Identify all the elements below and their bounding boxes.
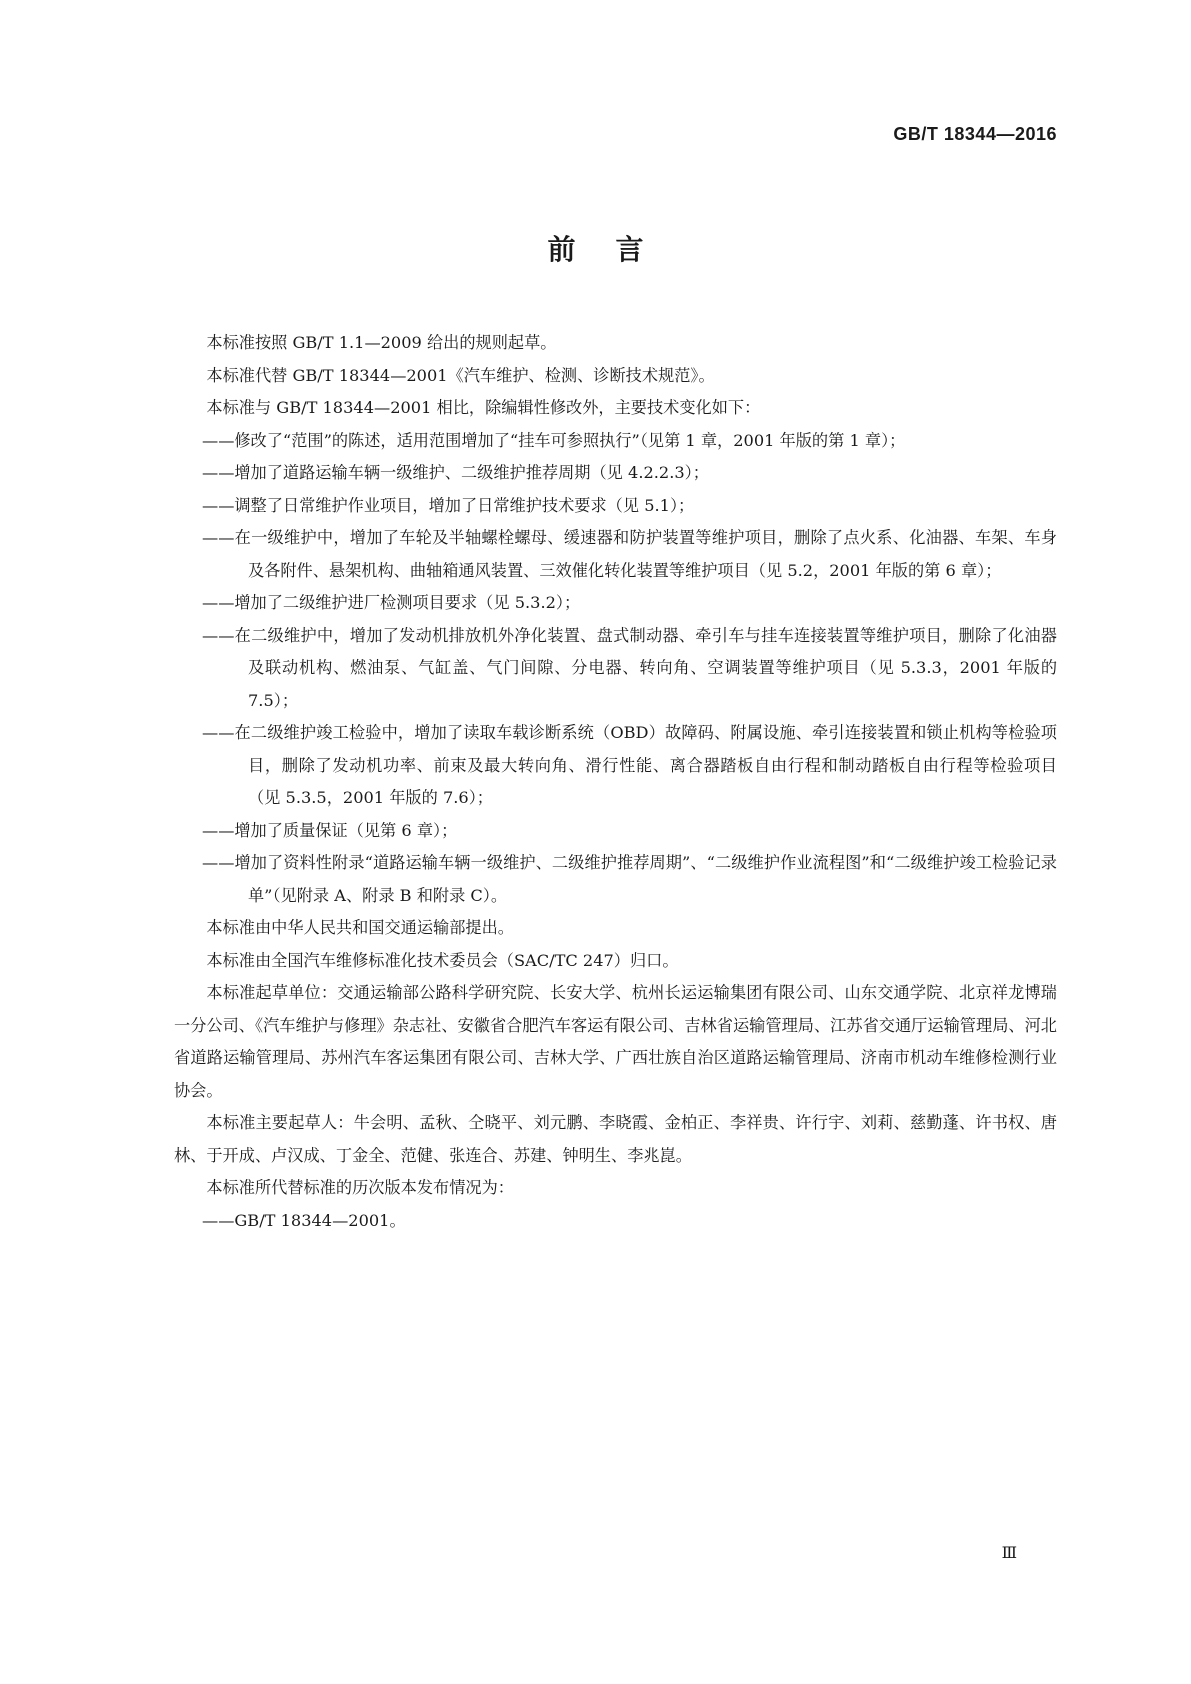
change-item: ——在二级维护中，增加了发动机排放机外净化装置、盘式制动器、牵引车与挂车连接装置等维护项目，删除了化油器及联动机构、燃油泵、气缸盖、气门间隙、分电器、转向角、空调装置等维护项目（见 5.3.3，2001 年版的 7.5）； bbox=[202, 625, 1057, 710]
change-item-wrap bbox=[174, 425, 1057, 913]
drafting-units-paragraph: 本标准起草单位：交通运输部公路科学研究院、长安大学、杭州长运运输集团有限公司、山东交通学院、北京祥龙博瑞一分公司、《汽车维护与修理》杂志社、安徽省合肥汽车客运有限公司、吉林省运输管理局、江苏省交通厅运输管理局、河北省道路运输管理局、苏州汽车客运集团有限公司、吉林大学、广西壮族自治区道路运输管理局、济南市机动车维修检测行业协会。 bbox=[174, 983, 1057, 1100]
history-list bbox=[174, 1205, 1057, 1238]
page-title: 前言 bbox=[547, 233, 684, 266]
change-item: ——在一级维护中，增加了车轮及半轴螺栓螺母、缓速器和防护装置等维护项目，删除了点火系、化油器、车架、车身及各附件、悬架机构、曲轴箱通风装置、三效催化转化装置等维护项目（见 5.2，2001 年版的第 6 章）； bbox=[202, 528, 1057, 580]
change-item: ——增加了资料性附录“道路运输车辆一级维护、二级维护推荐周期”、“二级维护作业流程图”和“二级维护竣工检验记录单”（见附录 A、附录 B 和附录 C）。 bbox=[202, 853, 1057, 905]
intro-paragraph: 本标准与 GB/T 18344—2001 相比，除编辑性修改外，主要技术变化如下： bbox=[206, 398, 761, 417]
change-item: ——修改了“范围”的陈述，适用范围增加了“挂车可参照执行”（见第 1 章，2001 年版的第 1 章）； bbox=[202, 430, 906, 450]
changes-list bbox=[174, 425, 1057, 913]
change-item: ——在二级维护竣工检验中，增加了读取车载诊断系统（OBD）故障码、附属设施、牵引连接装置和锁止机构等检验项目，删除了发动机功率、前束及最大转向角、滑行性能、离合器踏板自由行程和制动踏板自由行程等检验项目（见 5.3.5，2001 年版的 7.6）； bbox=[202, 723, 1057, 807]
standard-code: GB/T 18344—2016 bbox=[893, 124, 1057, 144]
history-item: ——GB/T 18344—2001。 bbox=[202, 1210, 406, 1230]
drafters-paragraph: 本标准主要起草人：牛会明、孟秋、仝晓平、刘元鹏、李晓霞、金柏正、李祥贵、许行宇、刘莉、慈勤蓬、许书权、唐林、于开成、卢汉成、丁金全、范健、张连合、苏建、钟明生、李兆崑。 bbox=[174, 1113, 1057, 1165]
change-item: ——增加了质量保证（见第 6 章）； bbox=[202, 820, 458, 840]
change-item: ——调整了日常维护作业项目，增加了日常维护技术要求（见 5.1）； bbox=[202, 495, 695, 515]
intro-paragraph: 本标准代替 GB/T 18344—2001《汽车维护、检测、诊断技术规范》。 bbox=[206, 365, 715, 385]
intro-paragraph: 本标准按照 GB/T 1.1—2009 给出的规则起草。 bbox=[206, 333, 557, 352]
proposer-paragraph: 本标准由中华人民共和国交通运输部提出。 bbox=[206, 918, 514, 937]
change-item: ——增加了道路运输车辆一级维护、二级维护推荐周期（见 4.2.2.3）； bbox=[202, 463, 709, 482]
foreword-body bbox=[174, 327, 1057, 1237]
change-item: ——增加了二级维护进厂检测项目要求（见 5.3.2）； bbox=[202, 593, 581, 612]
page-number: Ⅲ bbox=[1001, 1545, 1017, 1562]
history-paragraph: 本标准所代替标准的历次版本发布情况为： bbox=[206, 1178, 514, 1197]
committee-paragraph: 本标准由全国汽车维修标准化技术委员会（SAC/TC 247）归口。 bbox=[206, 950, 679, 970]
